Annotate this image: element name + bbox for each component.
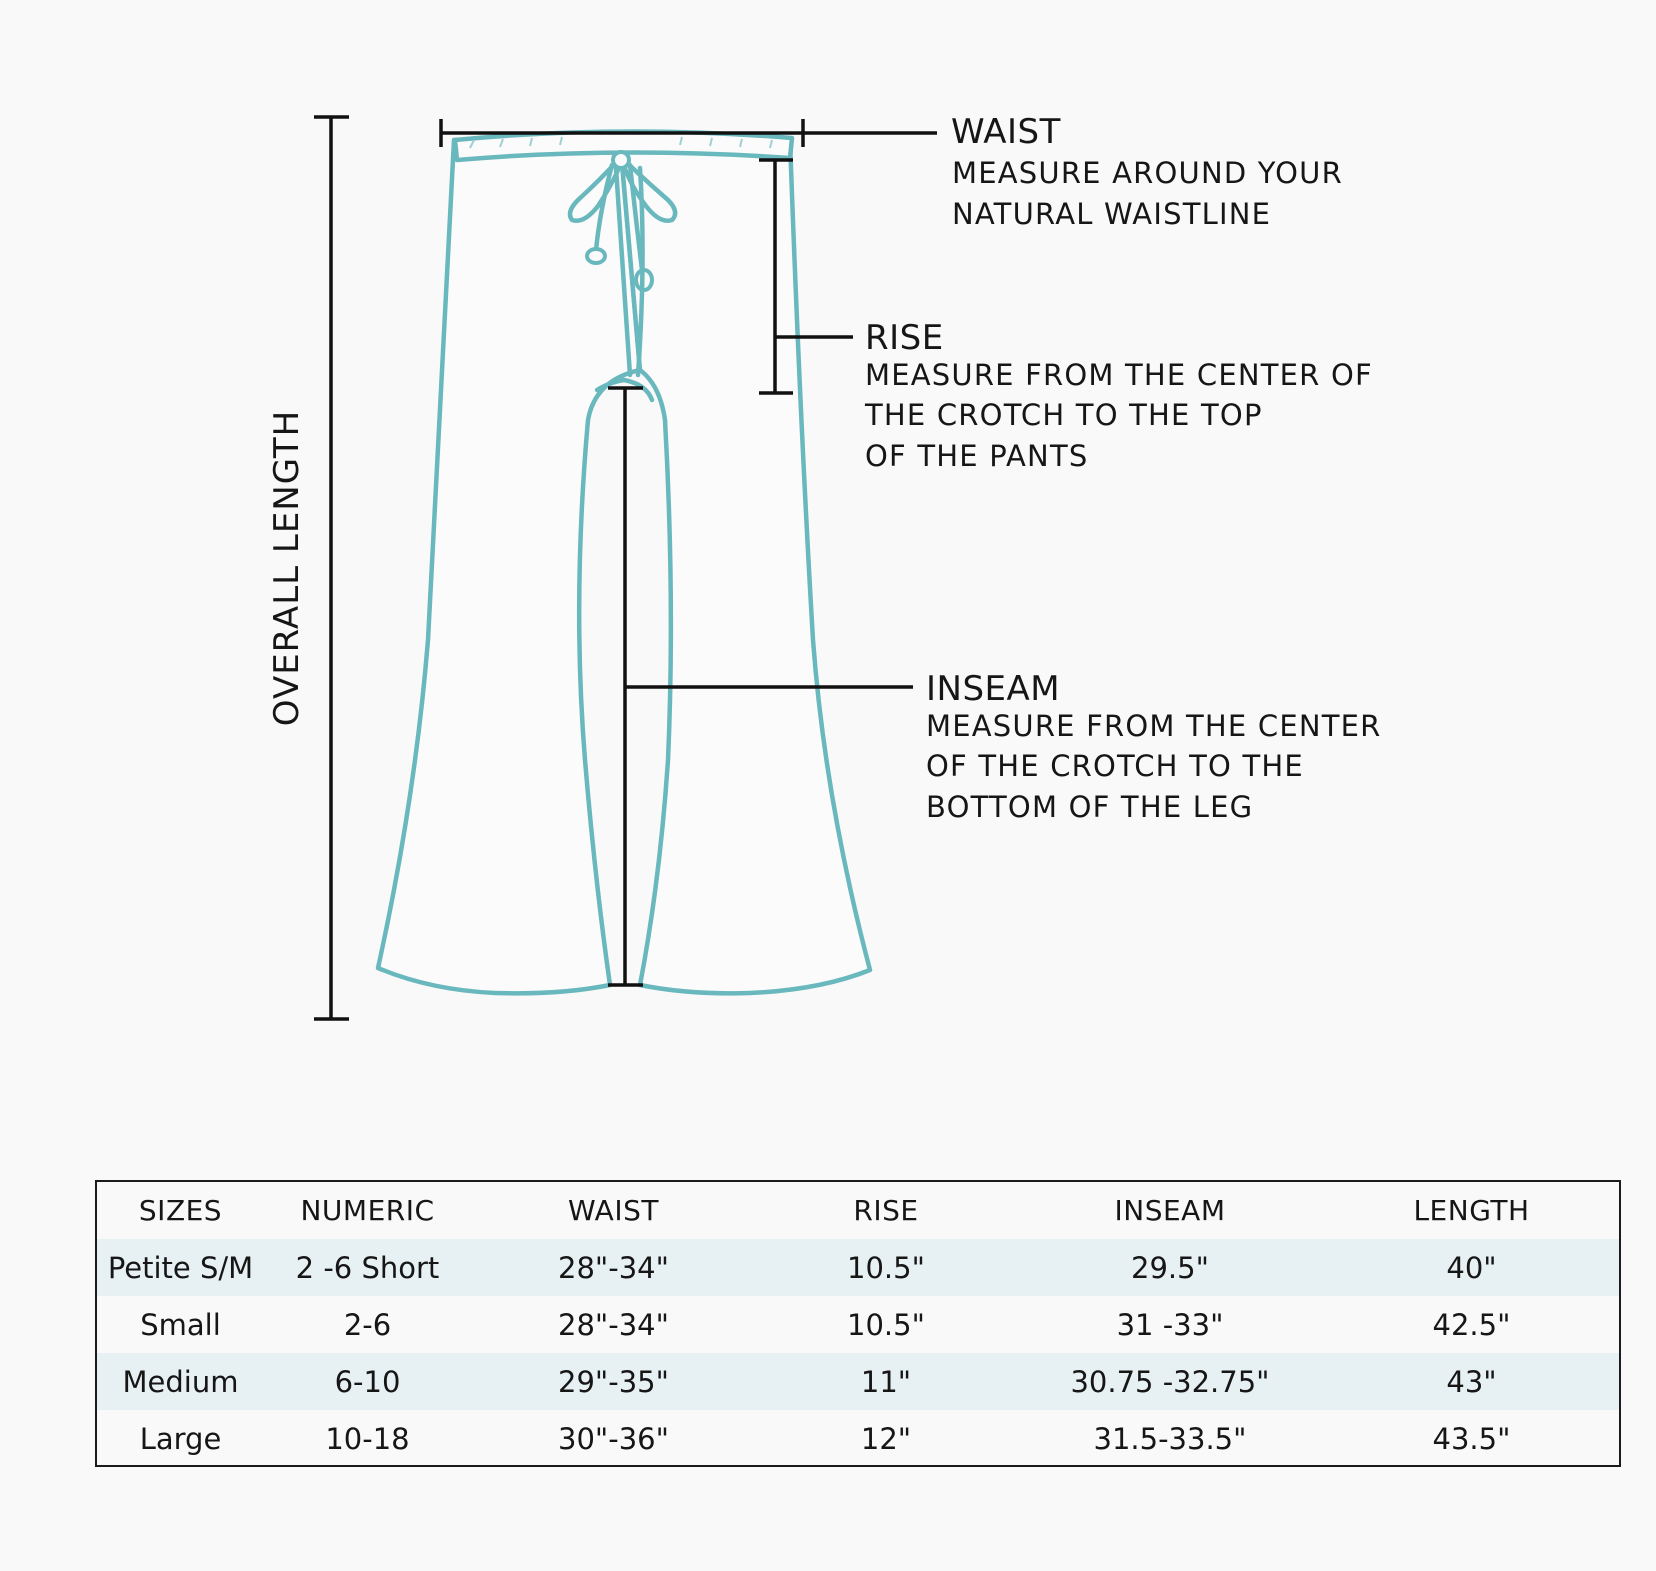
rise-desc-line-1: MEASURE FROM THE CENTER OF bbox=[865, 358, 1373, 392]
cell-inseam: 31.5-33.5" bbox=[1093, 1421, 1247, 1456]
cell-size: Medium bbox=[97, 1353, 264, 1410]
cell-waist: 28"-34" bbox=[471, 1239, 756, 1296]
header-rise: RISE bbox=[853, 1194, 919, 1227]
waist-annotation bbox=[951, 112, 1343, 231]
inseam-desc-line-3: BOTTOM OF THE LEG bbox=[926, 790, 1254, 824]
waist-desc-line-1: MEASURE AROUND YOUR bbox=[952, 156, 1343, 190]
rise-desc-line-2: THE CROTCH TO THE TOP bbox=[865, 398, 1263, 432]
pants-left-leg bbox=[378, 140, 640, 993]
header-numeric: NUMERIC bbox=[300, 1194, 435, 1227]
rise-desc-line-3: OF THE PANTS bbox=[865, 439, 1089, 473]
cell-size: Small bbox=[140, 1307, 221, 1342]
cell-length: 43.5" bbox=[1432, 1421, 1511, 1456]
waist-title: WAIST bbox=[951, 112, 1061, 152]
inseam-title: INSEAM bbox=[926, 669, 1061, 709]
table-header-row bbox=[97, 1182, 1619, 1239]
cell-numeric: 2-6 bbox=[343, 1307, 392, 1342]
cell-inseam: 30.75 -32.75" bbox=[1016, 1353, 1324, 1410]
cell-length: 43" bbox=[1324, 1353, 1619, 1410]
header-sizes: SIZES bbox=[138, 1194, 223, 1227]
overall-length-measure-line bbox=[314, 117, 349, 1019]
cell-length: 40" bbox=[1324, 1239, 1619, 1296]
cell-numeric: 6-10 bbox=[264, 1353, 471, 1410]
cell-rise: 10.5" bbox=[756, 1239, 1016, 1296]
inseam-desc-line-1: MEASURE FROM THE CENTER bbox=[926, 709, 1382, 743]
cell-waist: 28"-34" bbox=[558, 1307, 669, 1342]
inseam-annotation bbox=[926, 669, 1382, 824]
pants-right-leg bbox=[620, 140, 870, 993]
overall-length-label: OVERALL LENGTH bbox=[267, 409, 307, 727]
cell-size: Petite S/M bbox=[97, 1239, 264, 1296]
cell-waist: 30"-36" bbox=[558, 1421, 669, 1456]
cell-rise: 12" bbox=[860, 1421, 912, 1456]
cell-inseam: 29.5" bbox=[1016, 1239, 1324, 1296]
rise-annotation bbox=[864, 318, 1373, 473]
cell-waist: 29"-35" bbox=[471, 1353, 756, 1410]
cell-numeric: 10-18 bbox=[325, 1421, 410, 1456]
header-inseam: INSEAM bbox=[1114, 1194, 1226, 1227]
cell-rise: 10.5" bbox=[847, 1307, 925, 1342]
cell-rise: 11" bbox=[756, 1353, 1016, 1410]
waist-desc-line-2: NATURAL WAISTLINE bbox=[952, 197, 1272, 231]
table-row bbox=[97, 1353, 1619, 1410]
inseam-desc-line-2: OF THE CROTCH TO THE bbox=[926, 749, 1304, 783]
cell-size: Large bbox=[139, 1421, 222, 1456]
cell-numeric: 2 -6 Short bbox=[264, 1239, 471, 1296]
rise-title: RISE bbox=[865, 318, 944, 358]
table-row bbox=[97, 1410, 1619, 1467]
table-row bbox=[97, 1296, 1619, 1353]
header-waist: WAIST bbox=[568, 1194, 659, 1227]
cell-inseam: 31 -33" bbox=[1116, 1307, 1224, 1342]
cell-length: 42.5" bbox=[1432, 1307, 1511, 1342]
size-chart-table bbox=[97, 1182, 1619, 1467]
size-chart-table-container bbox=[95, 1180, 1621, 1467]
table-row bbox=[97, 1239, 1619, 1296]
header-length: LENGTH bbox=[1413, 1194, 1530, 1227]
